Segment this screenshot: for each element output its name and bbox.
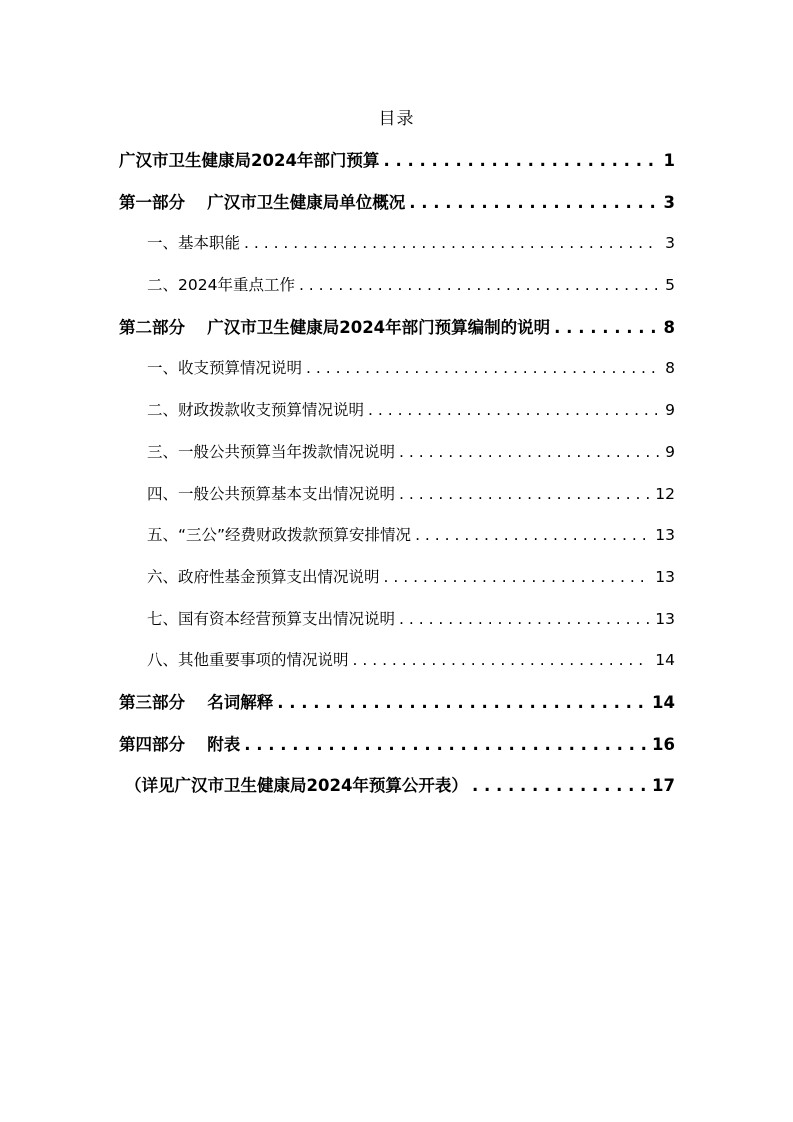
toc-entry-text: 二、2024年重点工作: [147, 276, 295, 295]
toc-page-number: 5: [665, 276, 675, 295]
dot-leader: [244, 223, 659, 265]
toc-entry-text: 第四部分 附表: [119, 734, 241, 754]
dot-leader: [383, 140, 657, 182]
toc-page-number: 9: [665, 442, 675, 461]
toc-entry-part-one[interactable]: [119, 182, 675, 224]
dot-leader: [415, 515, 649, 557]
toc-entry-text: 第三部分 名词解释: [119, 692, 274, 712]
toc-page-number: 17: [652, 776, 675, 796]
toc-page-number: 8: [665, 359, 675, 378]
dot-leader: [399, 432, 659, 474]
toc-entry-budget[interactable]: [119, 140, 675, 182]
dot-leader: [306, 348, 659, 390]
dot-leader: [277, 682, 646, 724]
toc-page-number: 9: [665, 401, 675, 420]
toc-entry-text: 八、其他重要事项的情况说明: [147, 651, 349, 670]
dot-leader: [299, 265, 659, 307]
dot-leader: [244, 724, 646, 766]
toc-entry-state-capital[interactable]: [119, 599, 675, 641]
toc-entry-revenue-expense[interactable]: [119, 348, 675, 390]
toc-page-number: 3: [663, 192, 675, 212]
toc-page-number: 14: [655, 651, 675, 670]
toc-entry-text: 一、基本职能: [147, 234, 241, 253]
dot-leader: [384, 557, 650, 599]
toc-entry-government-fund[interactable]: [119, 557, 675, 599]
toc-entry-part-three[interactable]: [119, 682, 675, 724]
toc-entry-part-two[interactable]: [119, 307, 675, 349]
table-of-contents: [119, 140, 675, 807]
toc-page-number: 14: [652, 692, 675, 712]
toc-entry-text: （详见广汉市卫生健康局2024年预算公开表）: [125, 776, 468, 796]
toc-entry-text: 六、政府性基金预算支出情况说明: [147, 567, 380, 586]
dot-leader: [353, 640, 650, 682]
toc-page-number: 16: [652, 734, 675, 754]
toc-entry-general-public-current[interactable]: [119, 432, 675, 474]
toc-entry-key-work[interactable]: [119, 265, 675, 307]
toc-entry-other-matters[interactable]: [119, 640, 675, 682]
toc-entry-three-public[interactable]: [119, 515, 675, 557]
toc-entry-text: 五、“三公”经费财政拨款预算安排情况: [147, 526, 412, 545]
toc-page-number: 8: [663, 317, 675, 337]
toc-entry-text: 广汉市卫生健康局2024年部门预算: [119, 151, 380, 170]
toc-page-number: 13: [655, 609, 675, 628]
toc-page-number: 13: [655, 526, 675, 545]
dot-leader: [409, 182, 657, 224]
toc-entry-text: 第一部分 广汉市卫生健康局单位概况: [119, 192, 406, 212]
toc-entry-text: 一、收支预算情况说明: [147, 359, 303, 378]
toc-entry-text: 三、一般公共预算当年拨款情况说明: [147, 442, 396, 461]
toc-entry-general-public-basic[interactable]: [119, 474, 675, 516]
dot-leader: [399, 599, 649, 641]
toc-entry-text: 第二部分 广汉市卫生健康局2024年部门预算编制的说明: [119, 317, 551, 337]
toc-page-number: 3: [665, 234, 675, 253]
dot-leader: [399, 474, 649, 516]
toc-page-number: 1: [663, 151, 675, 170]
toc-entry-text: 七、国有资本经营预算支出情况说明: [147, 609, 396, 628]
toc-page-number: 12: [655, 484, 675, 503]
dot-leader: [554, 307, 657, 349]
toc-entry-fiscal-appropriation[interactable]: [119, 390, 675, 432]
toc-entry-text: 四、一般公共预算基本支出情况说明: [147, 484, 396, 503]
toc-page-number: 13: [655, 567, 675, 586]
dot-leader: [368, 390, 659, 432]
toc-entry-basic-functions[interactable]: [119, 223, 675, 265]
toc-entry-part-four[interactable]: [119, 724, 675, 766]
toc-entry-public-tables[interactable]: [119, 765, 675, 807]
toc-entry-text: 二、财政拨款收支预算情况说明: [147, 401, 365, 420]
toc-title: 目录: [378, 109, 415, 129]
dot-leader: [472, 765, 646, 807]
